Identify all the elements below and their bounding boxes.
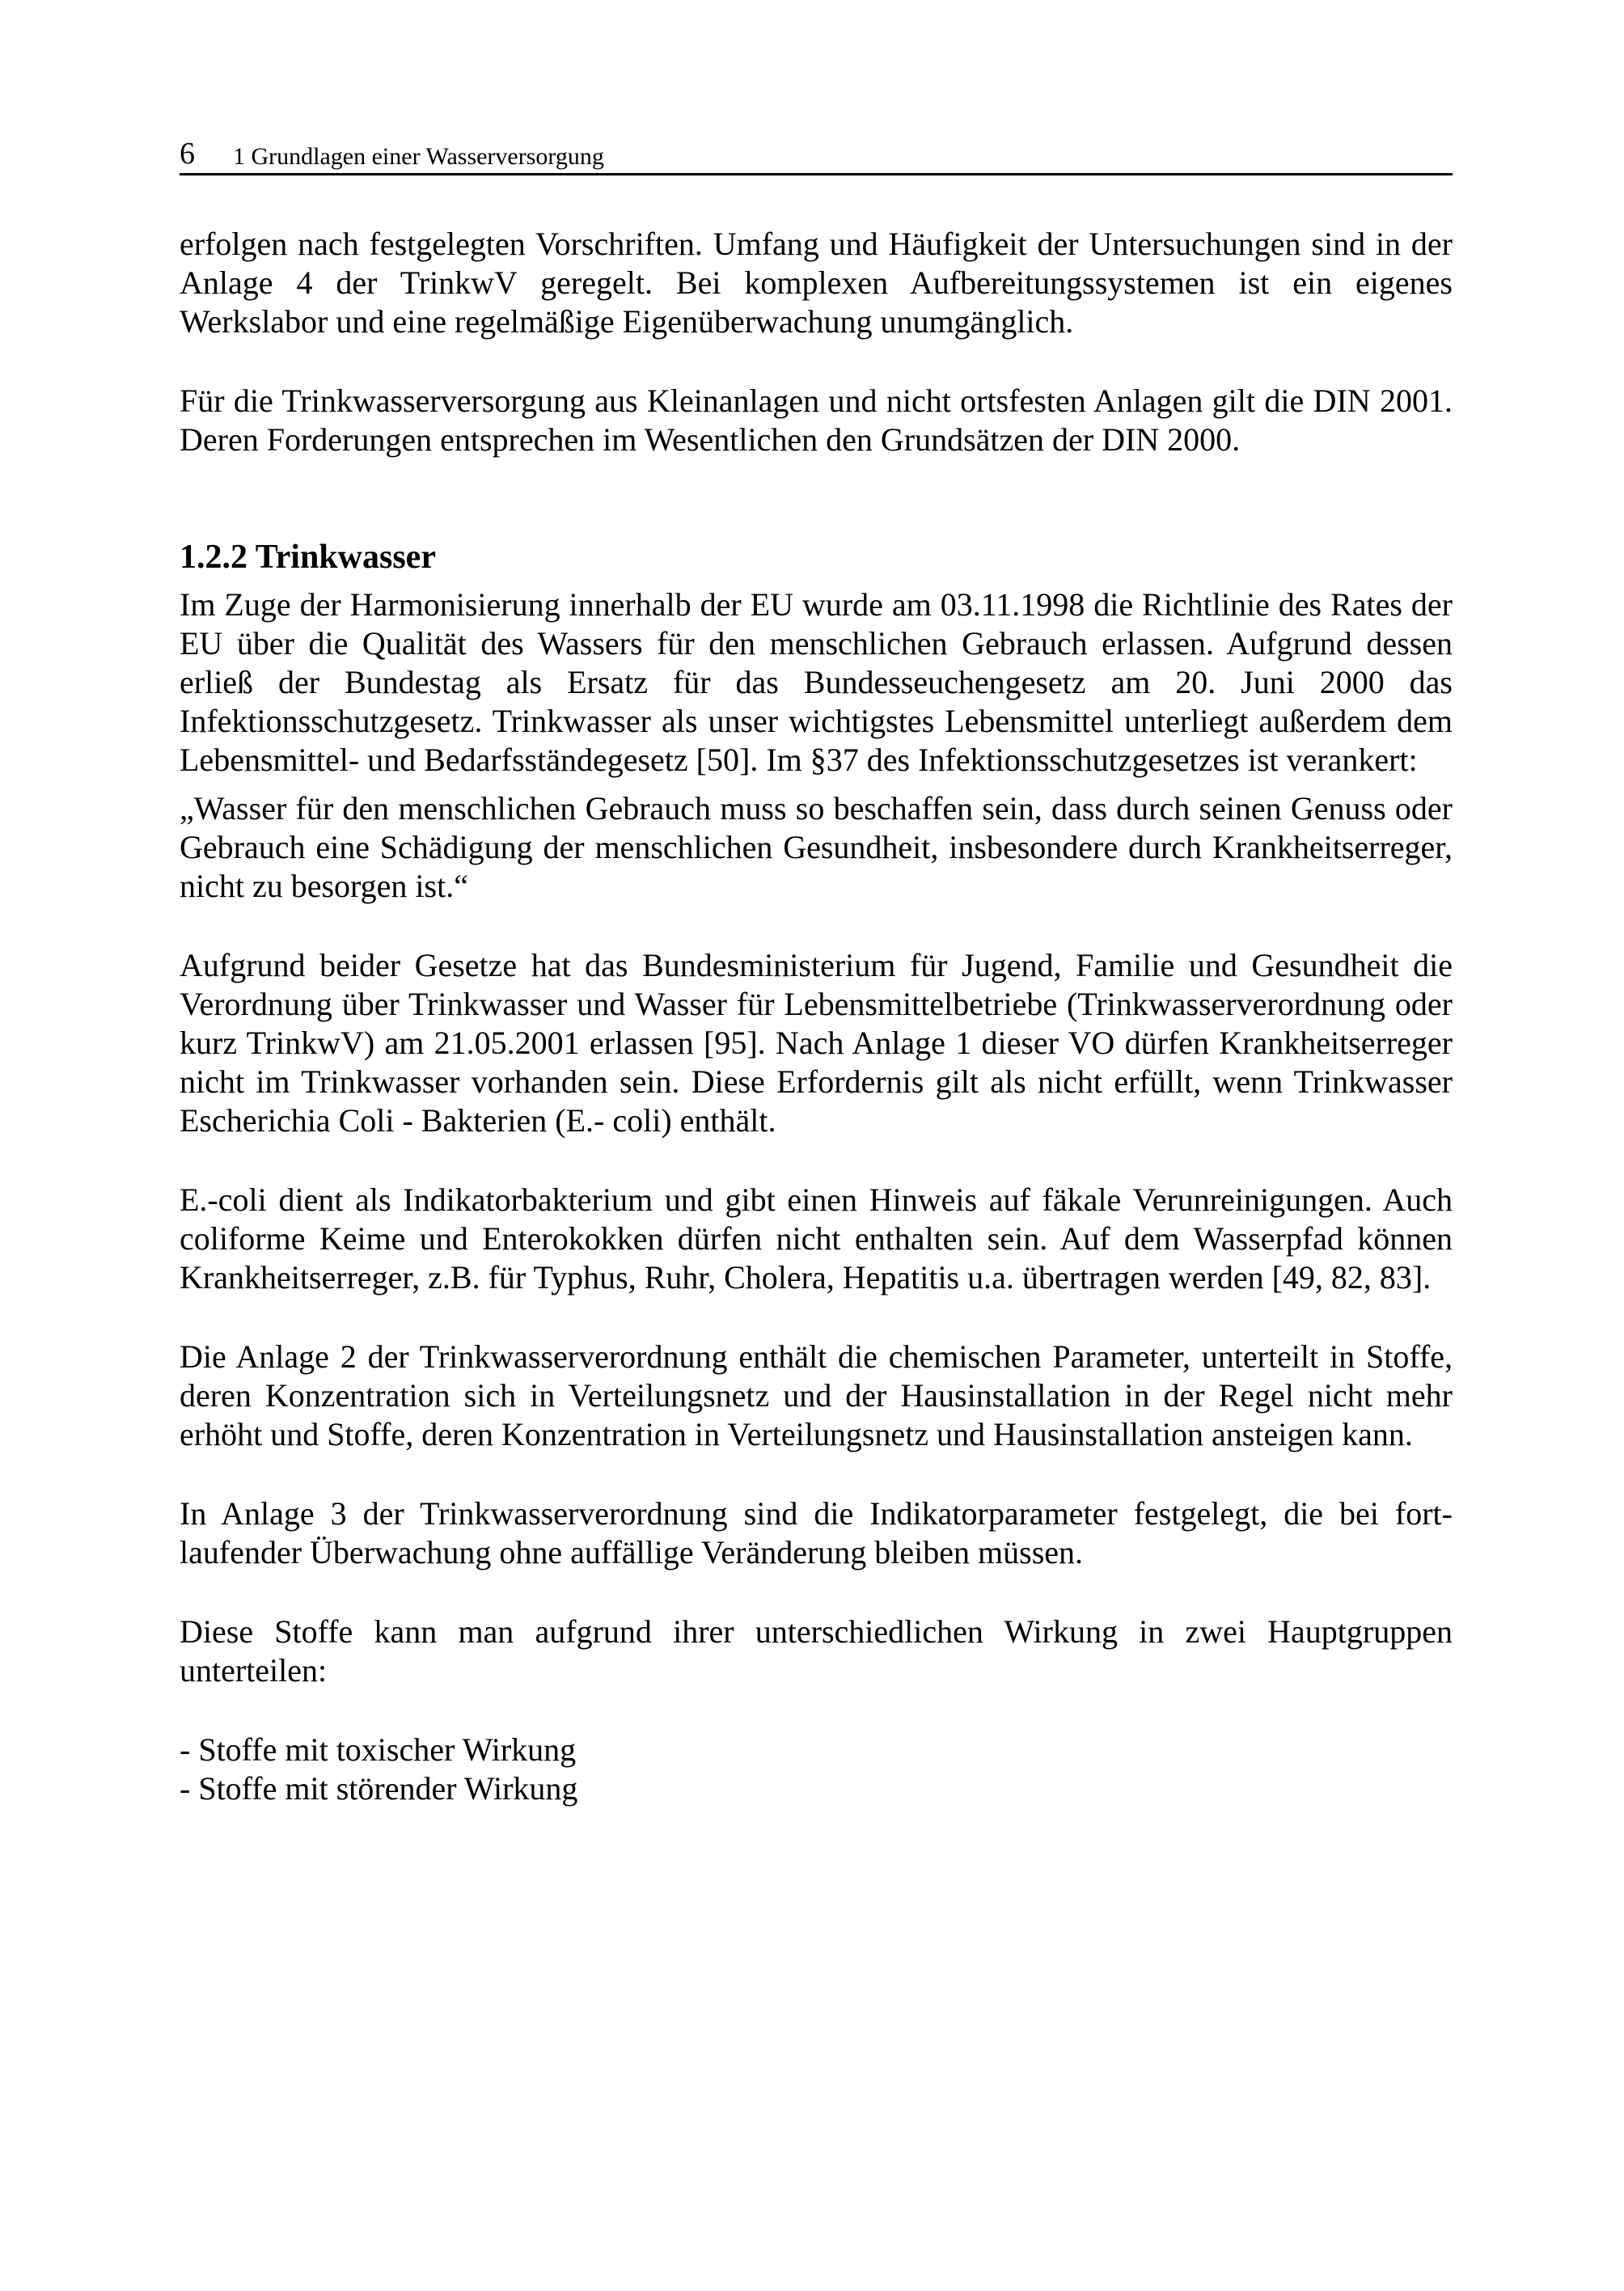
page-header [180, 136, 1453, 175]
paragraph-7: Die Anlage 2 der Trinkwasserverordnung enthält die chemischen Parameter, unterteilt in Stoffe, deren Konzentration sich in Verteilungsnetz und der Hausinstallation in der Regel nicht mehr erhöht und Stoffe, deren Konzentration in Verteilungsnetz und Hausinstallation ansteigen kann. [180, 1338, 1453, 1452]
paragraph-1: erfolgen nach festgelegten Vorschriften. Umfang und Häufigkeit der Untersuchungen sind in der Anlage 4 der TrinkwV geregelt. Bei komplexen Aufbereitungssystemen ist ein eigenes Werkslabor und eine regelmäßige Eigenüberwachung unumgänglich. [180, 226, 1453, 340]
paragraph-9: Diese Stoffe kann man aufgrund ihrer unterschiedlichen Wirkung in zwei Hauptgruppen unterteilen: [180, 1613, 1453, 1689]
paragraph-5: Aufgrund beider Gesetze hat das Bundesministerium für Jugend, Familie und Gesundheit die Verordnung über Trinkwasser und Wasser für Lebensmittelbetriebe (Trinkwasserverordnung oder kurz TrinkwV) am 21.05.2001 erlassen [95]. Nach Anlage 1 dieser VO dürfen Krankheitserreger nicht im Trinkwasser vorhanden sein. Diese Erfordernis gilt als nicht erfüllt, wenn Trinkwasser Escherichia Coli - Bakterien (E.- coli) enthält. [180, 947, 1453, 1139]
page-number: 6 [180, 137, 195, 171]
paragraph-8: In Anlage 3 der Trinkwasserverordnung sind die Indikatorparameter festgelegt, die bei fortlaufender Überwachung ohne auffällige Veränderung bleiben müssen. [180, 1495, 1453, 1570]
paragraph-6: E.-coli dient als Indikatorbakterium und gibt einen Hinweis auf fäkale Verunreinigungen. Auch coliforme Keime und Enterokokken dürfen nicht enthalten sein. Auf dem Wasserpfad können Krankheitserreger, z.B. für Typhus, Ruhr, Cholera, Hepatitis u.a. übertragen werden [49, 82, 83]. [180, 1181, 1453, 1296]
page-body [180, 225, 1453, 1808]
paragraph-2: Für die Trinkwasserversorgung aus Kleinanlagen und nicht ortsfesten Anlagen gilt die DIN 2001. Deren Forderungen entsprechen im Wesentlichen den Grundsätzen der DIN 2000. [180, 383, 1453, 458]
quote-paragraph: „Wasser für den menschlichen Gebrauch muss so beschaffen sein, dass durch seinen Genuss oder Gebrauch eine Schädigung der menschlichen Gesundheit, insbesondere durch Krankheitserreger, nicht zu besorgen ist.“ [180, 790, 1453, 904]
section-heading: 1.2.2 Trinkwasser [180, 539, 436, 576]
list-item: - Stoffe mit toxischer Wirkung [180, 1731, 577, 1768]
paragraph-3: Im Zuge der Harmonisierung innerhalb der EU wurde am 03.11.1998 die Richtlinie des Rates der EU über die Qualität des Wassers für den menschlichen Gebrauch erlassen. Aufgrund dessen erließ der Bundestag als Ersatz für das Bundesseuchengesetz am 20. Juni 2000 das Infektionsschutzgesetz. Trinkwasser als unser wichtigstes Lebensmittel unterliegt außerdem dem Lebensmittel- und Bedarfsständegesetz [50]. Im §37 des Infektionsschutzgesetzes ist verankert: [180, 586, 1453, 778]
list-item: - Stoffe mit störender Wirkung [180, 1770, 578, 1807]
running-chapter-title: 1 Grundlagen einer Wasserversorgung [233, 143, 604, 170]
substance-group-list [180, 1731, 1453, 1808]
